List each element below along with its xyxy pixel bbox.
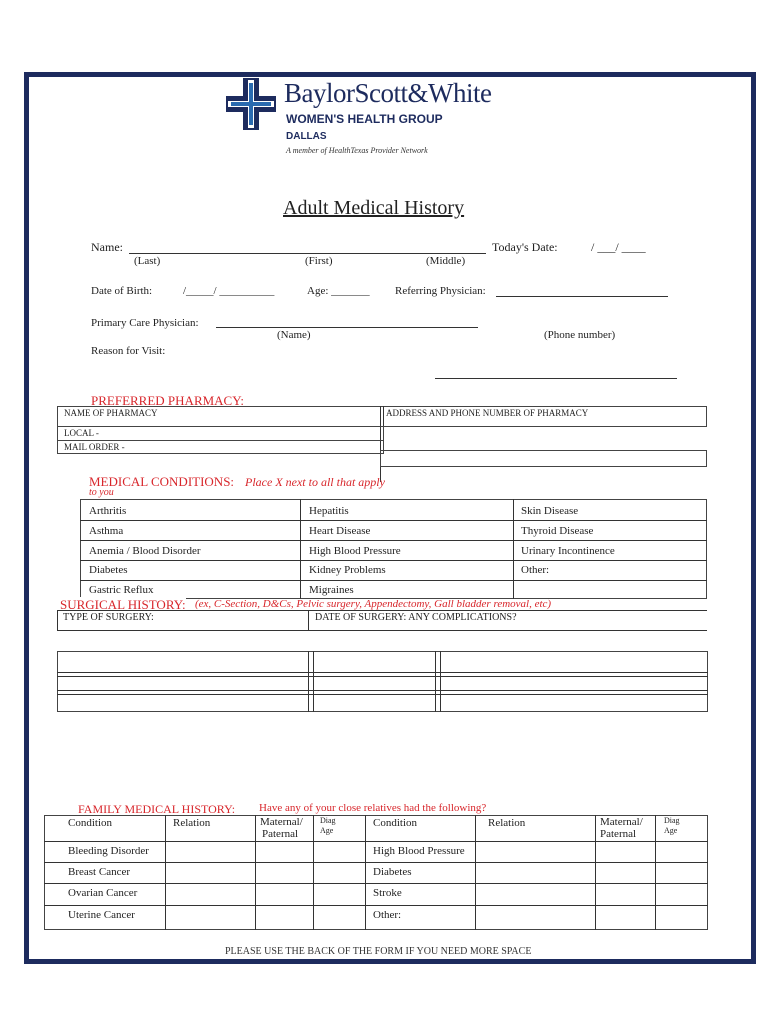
first-name-caption: (First) <box>305 255 333 267</box>
family-relation-header: Relation <box>173 817 211 829</box>
family-condition-header: Condition <box>373 817 418 829</box>
family-condition-cell[interactable]: Stroke <box>373 887 402 899</box>
family-condition-cell[interactable]: Breast Cancer <box>68 866 130 878</box>
todays-date-field[interactable]: / ___/ ____ <box>591 240 646 254</box>
pharmacy-mail-label: MAIL ORDER - <box>64 442 125 452</box>
family-question: Have any of your close relatives had the following? <box>259 802 487 814</box>
surgery-type-header: TYPE OF SURGERY: <box>63 612 154 623</box>
group-name: WOMEN'S HEALTH GROUP <box>286 112 443 126</box>
age-field[interactable]: Age: _______ <box>307 285 370 297</box>
condition-cell[interactable]: Urinary Incontinence <box>521 545 615 557</box>
condition-cell[interactable]: Kidney Problems <box>309 564 386 576</box>
family-diag-header: Diag <box>664 816 680 825</box>
family-relation-header: Relation <box>488 817 526 829</box>
family-age-header: Age <box>320 826 334 835</box>
condition-cell[interactable]: Migraines <box>309 584 354 596</box>
family-condition-cell[interactable]: Diabetes <box>373 866 412 878</box>
condition-cell[interactable]: Asthma <box>89 525 124 537</box>
family-diag-header: Diag <box>320 816 336 825</box>
condition-cell[interactable]: Arthritis <box>89 505 127 517</box>
condition-cell[interactable]: Other: <box>521 564 550 576</box>
surgical-heading: SURGICAL HISTORY: <box>60 597 186 612</box>
pharmacy-name-header: NAME OF PHARMACY <box>64 408 158 418</box>
family-condition-cell[interactable]: Other: <box>373 909 402 921</box>
pharmacy-address-header: ADDRESS AND PHONE NUMBER OF PHARMACY <box>386 408 589 418</box>
condition-cell[interactable]: High Blood Pressure <box>309 545 401 557</box>
pcp-phone-caption: (Phone number) <box>544 329 616 341</box>
pharmacy-local-label: LOCAL - <box>64 428 99 438</box>
reason-field[interactable] <box>435 378 677 379</box>
dob-field[interactable]: /_____/ __________ <box>183 285 275 297</box>
last-name-caption: (Last) <box>134 255 161 267</box>
family-paternal-header: Paternal <box>262 828 299 840</box>
logo-tagline: A member of HealthTexas Provider Network <box>286 146 428 155</box>
surgery-table[interactable] <box>57 651 708 712</box>
conditions-heading: MEDICAL CONDITIONS: <box>89 474 235 489</box>
pcp-name-caption: (Name) <box>277 329 311 341</box>
cross-logo-icon <box>226 78 276 130</box>
condition-cell[interactable]: Skin Disease <box>521 505 579 517</box>
pcp-label: Primary Care Physician: <box>91 317 199 329</box>
name-label: Name: <box>91 240 123 254</box>
family-condition-cell[interactable]: Bleeding Disorder <box>68 845 149 857</box>
family-heading: FAMILY MEDICAL HISTORY: <box>78 802 236 816</box>
condition-cell[interactable]: Thyroid Disease <box>521 525 594 537</box>
family-condition-cell[interactable]: Uterine Cancer <box>68 909 135 921</box>
referring-physician-label: Referring Physician: <box>395 285 486 297</box>
pharmacy-heading: PREFERRED PHARMACY: <box>91 393 245 408</box>
dob-label: Date of Birth: <box>91 285 153 297</box>
condition-cell[interactable]: Hepatitis <box>309 505 349 517</box>
condition-cell[interactable]: Gastric Reflux <box>89 584 154 596</box>
condition-cell[interactable]: Heart Disease <box>309 525 371 537</box>
surgical-examples: (ex, C-Section, D&Cs, Pelvic surgery, Appendectomy, Gall bladder removal, etc) <box>195 598 552 610</box>
family-maternal-header: Maternal/ <box>260 816 303 828</box>
pcp-field[interactable] <box>216 327 478 328</box>
footer-note: PLEASE USE THE BACK OF THE FORM IF YOU NEED MORE SPACE <box>225 946 532 954</box>
reason-label: Reason for Visit: <box>91 345 166 357</box>
conditions-instruction: Place X next to all that apply <box>245 475 385 489</box>
condition-cell[interactable]: Anemia / Blood Disorder <box>89 545 201 557</box>
city-name: DALLAS <box>286 131 327 142</box>
conditions-instruction-cont: to you <box>89 487 114 498</box>
form-title: Adult Medical History <box>283 197 465 219</box>
todays-date-label: Today's Date: <box>492 240 558 254</box>
referring-physician-field[interactable] <box>496 296 668 297</box>
pharmacy-address-field[interactable] <box>380 450 707 467</box>
surgery-date-header: DATE OF SURGERY: ANY COMPLICATIONS? <box>315 612 517 623</box>
family-maternal-header: Maternal/ <box>600 816 643 828</box>
family-condition-header: Condition <box>68 817 113 829</box>
family-condition-cell[interactable]: Ovarian Cancer <box>68 887 138 899</box>
condition-cell[interactable]: Diabetes <box>89 564 128 576</box>
family-condition-cell[interactable]: High Blood Pressure <box>373 845 465 857</box>
pharmacy-local-row[interactable] <box>57 426 384 441</box>
family-age-header: Age <box>664 826 678 835</box>
name-field[interactable] <box>129 253 486 254</box>
brand-name: BaylorScott&White <box>284 78 492 108</box>
middle-name-caption: (Middle) <box>426 255 466 267</box>
family-paternal-header: Paternal <box>600 828 637 840</box>
